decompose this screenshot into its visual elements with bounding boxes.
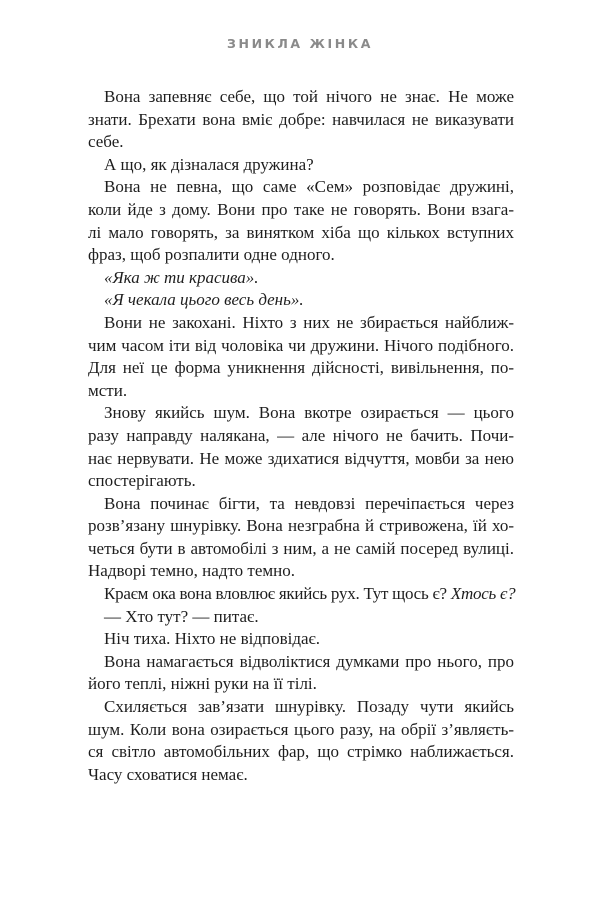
text-line: Вони не закохані. Ніхто з них не збирається найближ- xyxy=(104,312,514,332)
paragraph xyxy=(88,583,514,606)
text-line: чим часом іти від чоловіка чи дружини. Нічого подібного. xyxy=(88,335,514,355)
text-line: — Хто тут? — питає. xyxy=(104,606,259,626)
page-body-text xyxy=(88,86,514,786)
paragraph xyxy=(88,289,514,312)
text-line: шум. Коли вона озирається цього разу, на обрії з’являєть- xyxy=(88,719,514,739)
text-line: Схиляється зав’язати шнурівку. Позаду чути якийсь xyxy=(104,697,514,717)
paragraph xyxy=(88,312,514,402)
text-line: лі мало говорять, за винятком хіба що кількох вступних xyxy=(88,222,514,242)
text-line: ся світло автомобільних фар, що стрімко наближається. xyxy=(88,742,514,762)
text-line: четься бути в автомобілі з ним, а не самій посеред вулиці. xyxy=(88,538,514,558)
paragraph xyxy=(88,493,514,583)
paragraph xyxy=(88,628,514,651)
text-line: А що, як дізналася дружина? xyxy=(104,154,314,174)
text-line: спостерігають. xyxy=(88,471,196,491)
text-line xyxy=(88,583,514,606)
italic-text: Хтось є? xyxy=(450,584,516,604)
text-line: Вона не певна, що саме «Сем» розповідає дружині, xyxy=(104,177,514,197)
paragraph xyxy=(88,402,514,492)
text-line: себе. xyxy=(88,132,124,152)
text-line: коли йде з дому. Вони про таке не говорять. Вони взага- xyxy=(88,199,514,219)
text-line: його теплі, ніжні руки на її тілі. xyxy=(88,674,317,694)
italic-text: «Я чекала цього весь день». xyxy=(104,290,304,310)
running-header: ЗНИКЛА ЖІНКА xyxy=(227,36,373,51)
text-line: Ніч тиха. Ніхто не відповідає. xyxy=(104,629,321,649)
text-line: фраз, щоб розпалити одне одного. xyxy=(88,245,335,265)
paragraph xyxy=(88,154,514,177)
text-line: Часу сховатися немає. xyxy=(88,764,248,784)
text-line: Вона намагається відволіктися думками про нього, про xyxy=(104,651,514,671)
text-line: Для неї це форма уникнення дійсності, вивільнення, по- xyxy=(88,358,514,378)
paragraph xyxy=(88,696,514,786)
paragraph xyxy=(88,651,514,696)
text-line: нає нервувати. Не може здихатися відчуття, мовби за нею xyxy=(88,448,514,468)
text-line xyxy=(88,289,514,312)
text-line xyxy=(88,267,514,290)
text-line: Вона запевняє себе, що той нічого не знає. Не може xyxy=(104,87,514,106)
text-line: Знову якийсь шум. Вона вкотре озирається — цього xyxy=(104,403,514,423)
text-line: мсти. xyxy=(88,380,128,400)
paragraph xyxy=(88,176,514,266)
text-line: розв’язану шнурівку. Вона незграбна й стривожена, їй хо- xyxy=(88,516,514,536)
text-line: разу направду налякана, — але нічого не бачить. Почи- xyxy=(88,425,514,445)
paragraph xyxy=(88,267,514,290)
text-line: знати. Брехати вона вміє добре: навчилася не виказувати xyxy=(88,109,514,129)
paragraph xyxy=(88,606,514,629)
italic-text: «Яка ж ти красива». xyxy=(104,267,259,287)
line-text: Краєм ока вона вловлює якийсь рух. Тут щось є? xyxy=(104,584,451,604)
paragraph xyxy=(88,86,514,154)
text-line: Надворі темно, надто темно. xyxy=(88,561,296,581)
text-line: Вона починає бігти, та невдовзі перечіпається через xyxy=(104,493,514,513)
